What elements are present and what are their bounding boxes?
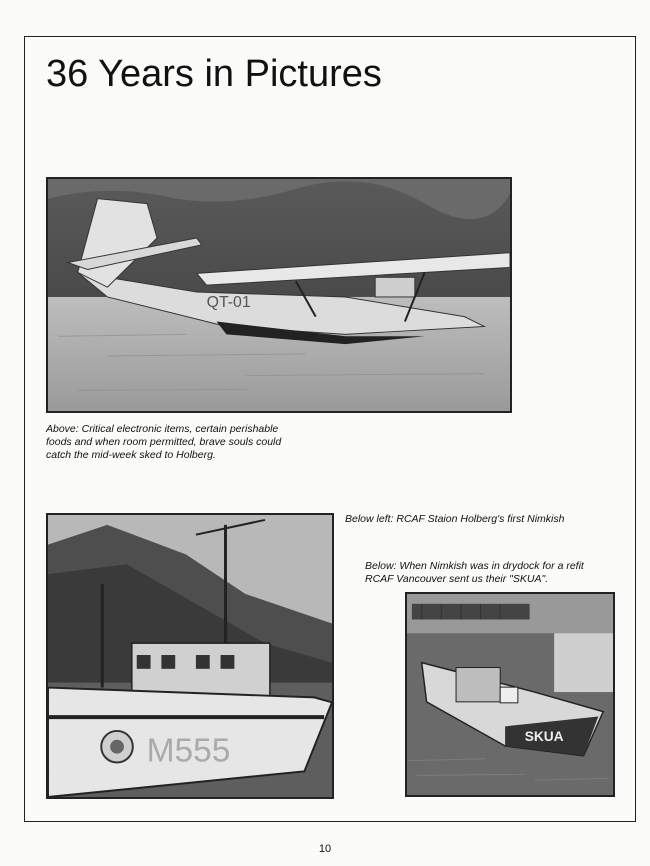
skua-hull-name: SKUA: [524, 729, 564, 745]
flying-boat-photo: [46, 177, 512, 413]
caption-below-left: Below left: RCAF Staion Holberg's first Nimkish: [345, 513, 565, 525]
hull-number: M555: [146, 732, 231, 770]
aircraft-markings: QT-01: [206, 293, 251, 311]
page-number: 10: [318, 843, 332, 855]
skua-boat-photo: [405, 592, 615, 797]
caption-above: Above: Critical electronic items, certain perishable foods and when room permitted, brave souls could catch the mid-week sked to Holberg.: [46, 423, 282, 461]
page-title: 36 Years in Pictures: [46, 53, 382, 95]
caption-below: Below: When Nimkish was in drydock for a refit RCAF Vancouver sent us their "SKUA".: [365, 560, 584, 585]
nimkish-boat-photo: [46, 513, 334, 799]
